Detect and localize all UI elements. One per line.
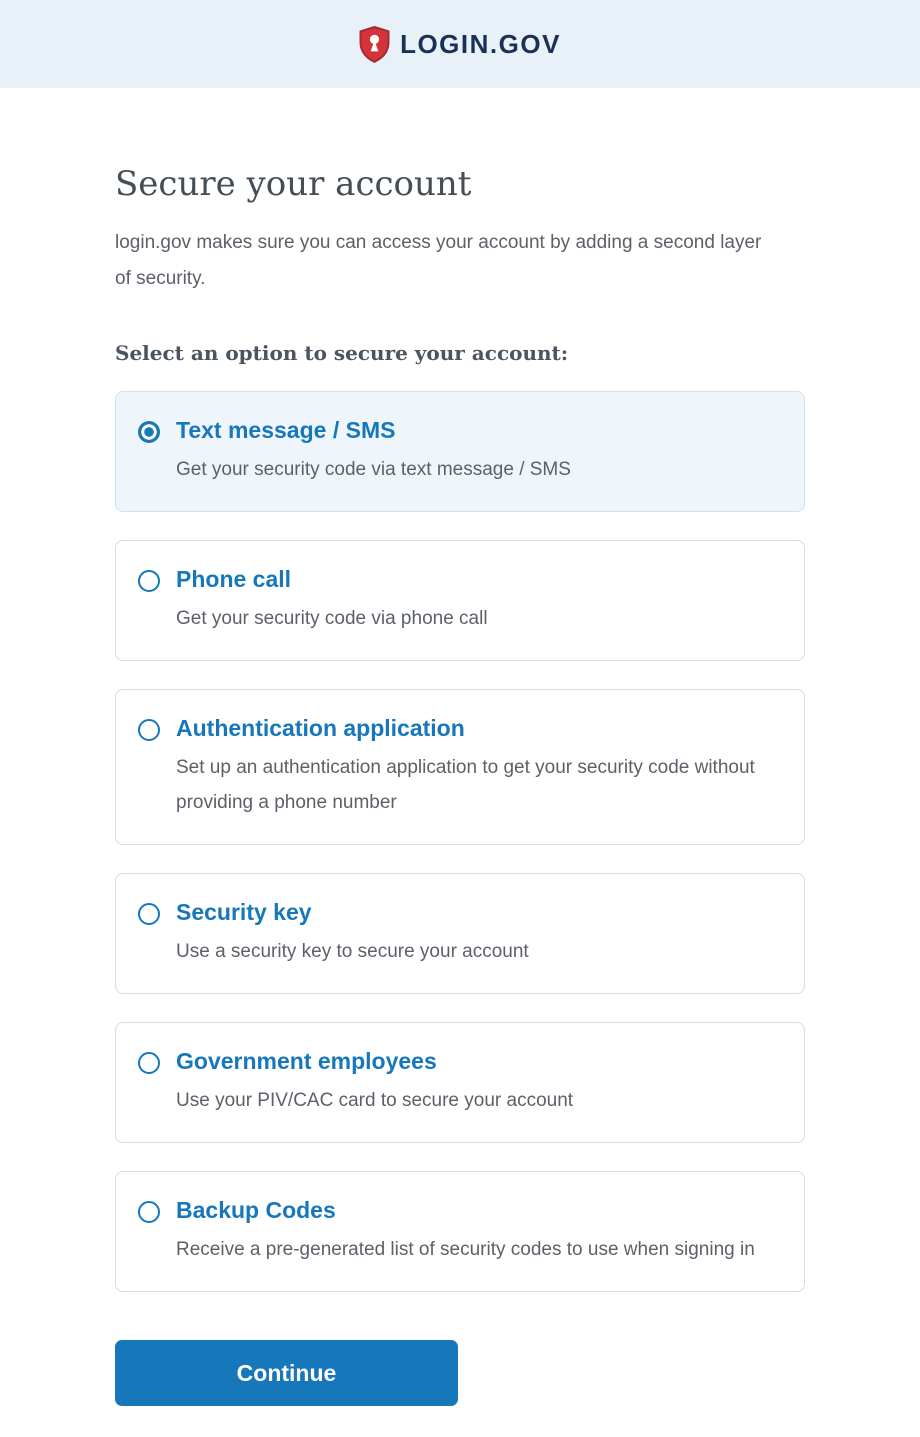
main-content [115, 88, 805, 1406]
option-card-phone-call[interactable] [115, 540, 805, 661]
radio-icon[interactable] [138, 1052, 160, 1074]
option-card-text-message-sms[interactable] [115, 391, 805, 512]
option-label[interactable]: Security key [176, 899, 312, 926]
page-title: Secure your account [115, 164, 472, 204]
radio-selected-icon[interactable] [138, 421, 160, 443]
option-label[interactable]: Authentication application [176, 715, 465, 742]
site-header [0, 0, 920, 88]
radio-icon[interactable] [138, 719, 160, 741]
option-card-authentication-application[interactable] [115, 689, 805, 845]
radio-icon[interactable] [138, 1201, 160, 1223]
option-description: Get your security code via text message / SMS [176, 458, 571, 480]
option-description: Get your security code via phone call [176, 607, 488, 629]
option-list [115, 391, 805, 1292]
logingov-logo [359, 26, 561, 63]
radio-icon[interactable] [138, 903, 160, 925]
option-body [176, 714, 774, 820]
option-description: Receive a pre-generated list of security codes to use when signing in [176, 1239, 755, 1261]
option-body [176, 1047, 774, 1118]
option-card-security-key[interactable] [115, 873, 805, 994]
option-description: Use your PIV/CAC card to secure your account [176, 1090, 574, 1112]
option-body [176, 898, 774, 969]
option-card-backup-codes[interactable] [115, 1171, 805, 1292]
option-body [176, 565, 774, 636]
shield-keyhole-icon [359, 26, 390, 63]
option-label[interactable]: Government employees [176, 1048, 437, 1075]
option-card-government-employees[interactable] [115, 1022, 805, 1143]
option-label[interactable]: Text message / SMS [176, 416, 396, 443]
option-body [176, 416, 774, 487]
brand-wordmark: LOGIN.GOV [400, 28, 561, 59]
continue-button[interactable]: Continue [115, 1340, 458, 1406]
select-option-label: Select an option to secure your account: [115, 340, 569, 365]
radio-icon[interactable] [138, 570, 160, 592]
option-body [176, 1196, 774, 1267]
option-description: Use a security key to secure your account [176, 941, 529, 963]
option-label[interactable]: Backup Codes [176, 1197, 336, 1224]
option-description: Set up an authentication application to get your security code without providing a phone number [176, 756, 755, 814]
option-label[interactable]: Phone call [176, 566, 292, 593]
page-description: login.gov makes sure you can access your account by adding a second layer of security. [115, 231, 762, 289]
